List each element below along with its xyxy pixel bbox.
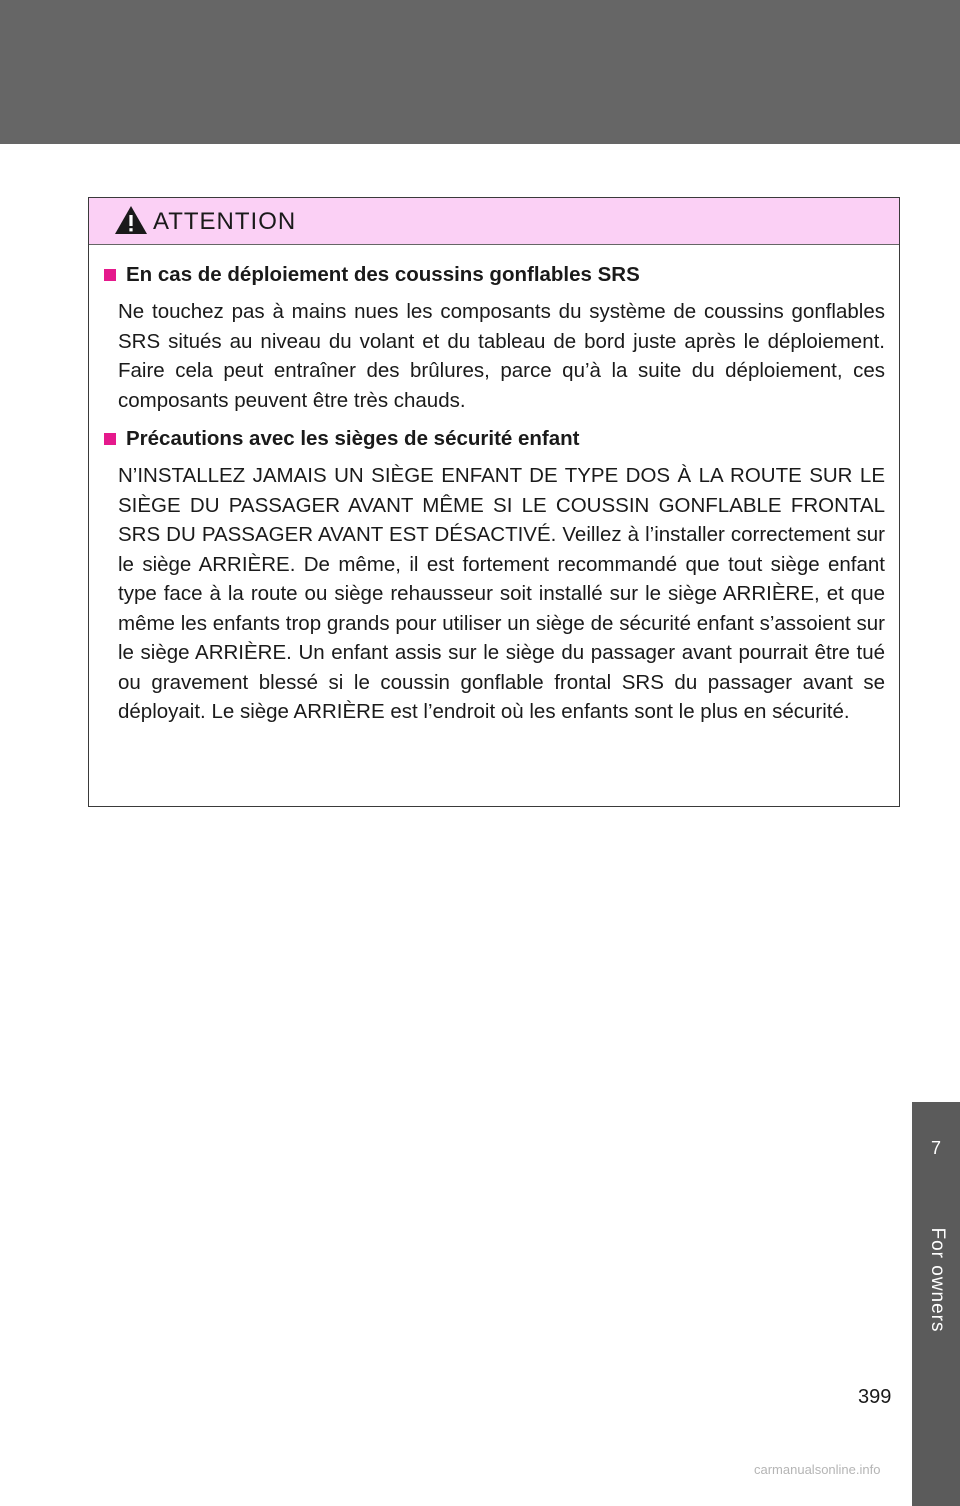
chapter-label: For owners [927,1227,948,1333]
section-text: Ne touchez pas à mains nues les composants du système de coussins gonflables SRS situés au niveau du volant et du tableau de bord juste après le déploiement. Faire cela peut entraîner des brûlures, parce qu’à la suite du déploiement, ces composants peuvent être très chauds. [118,300,885,412]
header-band [0,0,960,144]
chapter-side-tab [912,1102,960,1506]
chapter-number: 7 [930,1138,941,1158]
square-bullet-icon [104,433,116,445]
caution-header [89,198,899,245]
section-heading-text: Précautions avec les sièges de sécurité enfant [126,427,580,450]
caution-body [89,245,899,727]
section-heading [104,425,885,453]
caution-box [88,197,900,807]
page-number: 399 [858,1386,892,1408]
section-heading [104,261,885,289]
watermark: carmanualsonline.info [754,1462,881,1477]
section-child-seat-precautions [104,425,885,727]
section-airbag-deployment [104,261,885,415]
warning-icon [113,204,149,236]
caution-title: ATTENTION [153,208,297,235]
section-heading-text: En cas de déploiement des coussins gonflables SRS [126,263,640,286]
square-bullet-icon [104,269,116,281]
section-text: N’INSTALLEZ JAMAIS UN SIÈGE ENFANT DE TYPE DOS À LA ROUTE SUR LE SIÈGE DU PASSAGER AVANT MÊME SI LE COUSSIN GONFLABLE FRONTAL SRS DU PASSAGER AVANT EST DÉSACTIVÉ. Veillez à l’installer correctement sur le siège ARRIÈRE. De même, il est fortement recommandé que tout siège enfant type face à la route ou siège rehausseur soit installé sur le siège ARRIÈRE, et que même les enfants trop grands pour utiliser un siège de sécurité enfant s’assoient sur le siège ARRIÈRE. Un enfant assis sur le siège du passager avant pourrait être tué ou gravement blessé si le coussin gonflable frontal SRS du passager avant se déployait. Le siège ARRIÈRE est l’endroit où les enfants sont le plus en sécurité. [118,464,885,723]
